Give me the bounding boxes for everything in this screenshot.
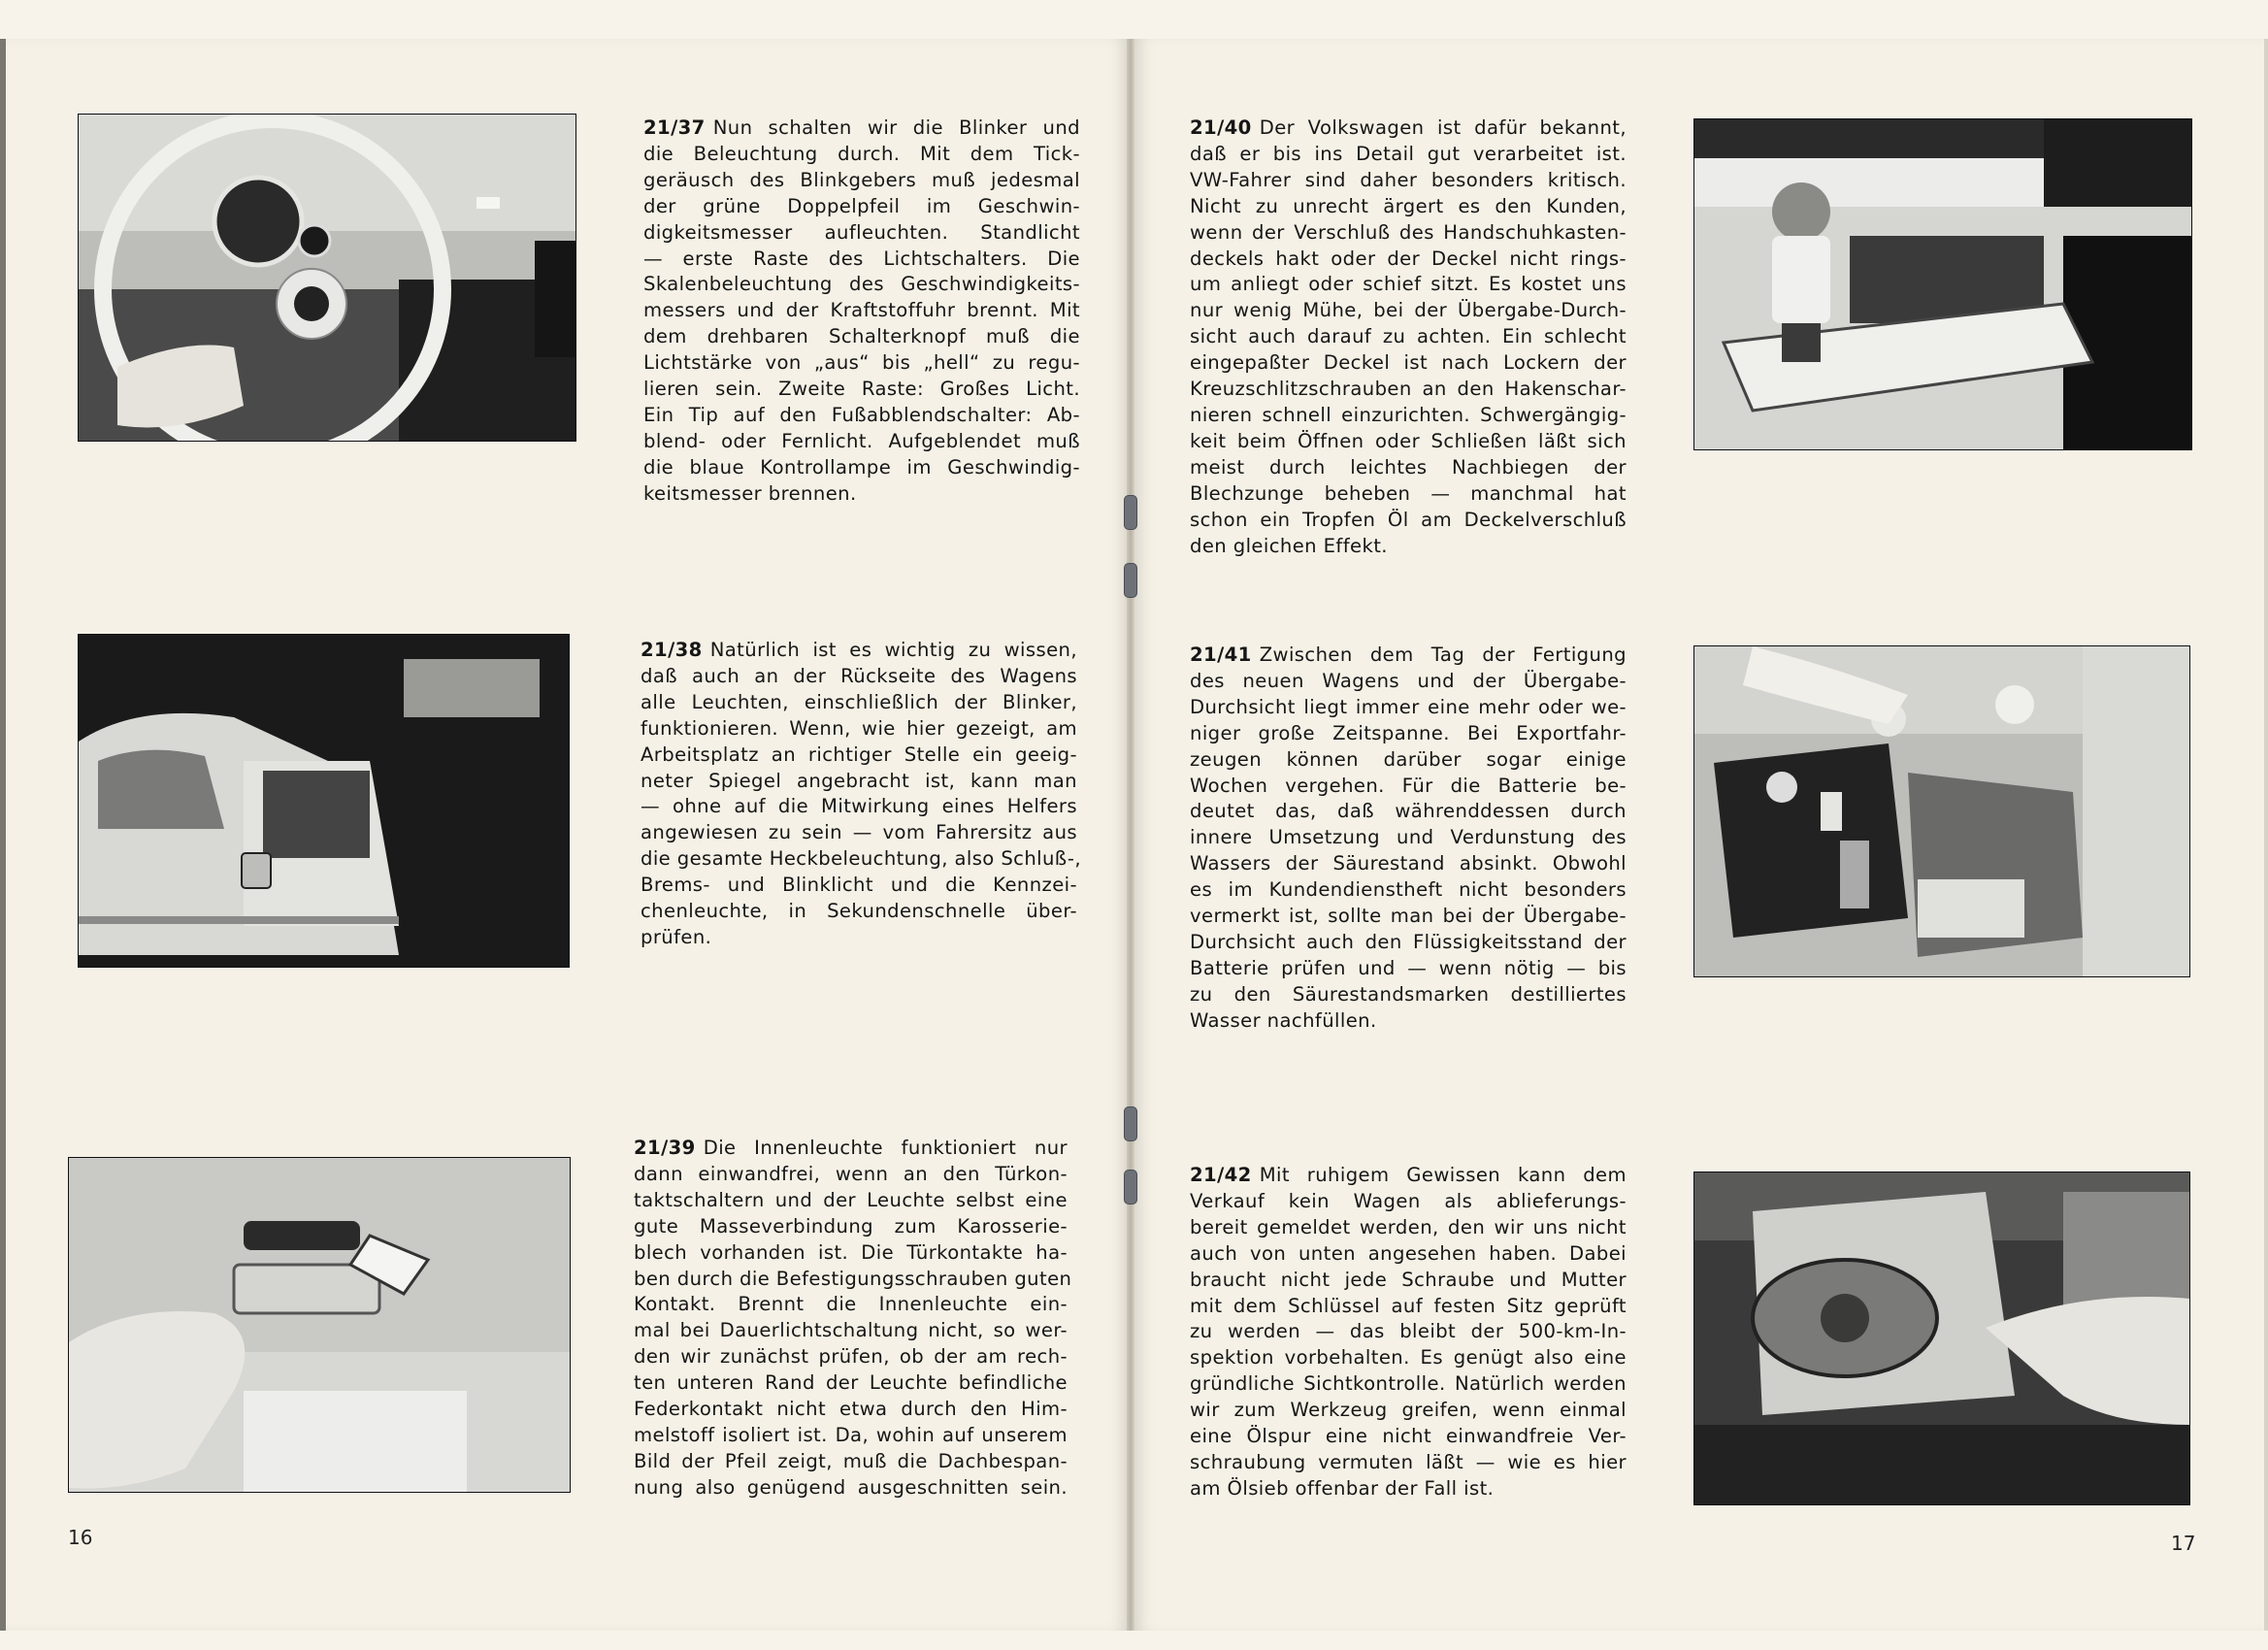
staple — [1124, 563, 1137, 598]
photo-car-door-mirror — [78, 634, 570, 968]
section-ref: 21/37 — [643, 116, 706, 139]
cover-edge-left — [0, 39, 6, 1631]
photo-glovebox — [1693, 118, 2192, 450]
photo-dashboard-steering-wheel — [78, 114, 576, 442]
page-number-left: 16 — [68, 1526, 93, 1549]
staple — [1124, 1106, 1137, 1141]
section-21-37-text: 21/37 Nun schalten wir die Blinker und die Beleuchtung durch. Mit dem Tick- geräusch des Blinkgebers muß jedesmal der grüne Doppelpfeil im Geschwin- digkeitsmesser aufleuchten. Standlicht — erste Raste des Lichtschalters. Die Skalenbeleuchtung des Geschwindigkeits- messers und der Kraftstoffuhr brennt. Mit dem drehbaren Schalterknopf muß die Lichtstärke von „aus“ bis „hell“ zu regu- lieren sein. Zweite Raste: Großes Licht. Ein Tip auf den Fußabblendschalter: Ab- blend- oder Fernlicht. Aufgeblendet muß die blaue Kontrollampe im Geschwindig- keitsmesser brennen. — [643, 116, 1080, 505]
photo-battery — [1693, 645, 2190, 977]
photo-engine-oil-strainer — [1693, 1172, 2190, 1505]
section-ref: 21/39 — [634, 1137, 696, 1159]
photo-interior-light — [68, 1157, 571, 1493]
staple — [1124, 1170, 1137, 1204]
section-21-39-text: 21/39 Die Innenleuchte funktioniert nur dann einwandfrei, wenn an den Türkon- taktschaltern und der Leuchte selbst eine gute Masseverbindung zum Karosserie- blech vorhanden ist. Die Türkontakte ha- ben durch die Befestigungsschrauben guten Kontakt. Brennt die Innenleuchte ein- mal bei Dauerlichtschaltung nicht, so wer- den wir zunächst prüfen, ob der am rech- ten unteren Rand der Leuchte befindliche Federkontakt nicht etwa durch den Him- melstoff isoliert ist. Da, wohin auf unserem Bild der Pfeil zeigt, muß die Dachbespan- nung also genügend ausgeschnitten sein. — [634, 1137, 1072, 1499]
section-21-38-text: 21/38 Natürlich ist es wichtig zu wissen, daß auch an der Rückseite des Wagens alle Leuchten, einschließlich der Blinker, funktionieren. Wenn, wie hier gezeigt, am Arbeitsplatz an richtiger Stelle ein geeig- neter Spiegel angebracht ist, kann man — ohne auf die Mitwirkung eines Helfers angewiesen zu sein — vom Fahrersitz aus die gesamte Heckbeleuchtung, also Schluß-, Brems- und Blinklicht und die Kennzei- chenleuchte, in Sekundenschnelle über- prüfen. — [641, 639, 1082, 948]
section-ref: 21/38 — [641, 639, 703, 661]
page-number-right: 17 — [2171, 1532, 2196, 1555]
binding-gutter — [1127, 39, 1134, 1631]
section-ref: 21/40 — [1190, 116, 1252, 139]
section-21-40-text: 21/40 Der Volkswagen ist dafür bekannt, daß er bis ins Detail gut verarbeitet ist. VW-Fahrer sind daher besonders kritisch. Nicht zu unrecht ärgert es den Kunden, wenn der Verschluß des Handschuhkasten- deckels hakt oder der Deckel nicht rings- um anliegt oder schief sitzt. Es kostet uns nur wenig Mühe, bei der Übergabe-Durch- sicht auch darauf zu achten. Ein schlecht eingepaßter Deckel ist nach Lockern der Kreuzschlitzschrauben an den Hakenschar- nieren schnell einzurichten. Schwergängig- keit beim Öffnen oder Schließen läßt sich meist durch leichtes Nachbiegen der Blechzunge beheben — manchmal hat schon ein Tropfen Öl am Deckelverschluß den gleichen Effekt. — [1190, 116, 1627, 557]
staple — [1124, 495, 1137, 530]
cover-edge-right — [2264, 39, 2268, 1631]
section-ref: 21/41 — [1190, 644, 1252, 666]
section-21-42-text: 21/42 Mit ruhigem Gewissen kann dem Verkauf kein Wagen als ablieferungs- bereit gemeldet werden, den wir uns nicht auch von unten angesehen haben. Dabei braucht nicht jede Schraube und Mutter mit dem Schlüssel auf festen Sitz geprüft zu werden — das bleibt der 500-km-In- spektion vorbehalten. Es genügt also eine gründliche Sichtkontrolle. Natürlich werden wir zum Werkzeug greifen, wenn einmal eine Ölspur eine nicht einwandfreie Ver- schraubung vermuten läßt — wie es hier am Ölsieb offenbar der Fall ist. — [1190, 1164, 1627, 1500]
section-ref: 21/42 — [1190, 1164, 1252, 1186]
section-21-41-text: 21/41 Zwischen dem Tag der Fertigung des neuen Wagens und der Übergabe- Durchsicht liegt immer eine mehr oder we- niger große Zeitspanne. Bei Exportfahr- zeugen können darüber sogar einige Wochen vergehen. Für die Batterie be- deutet das, daß währenddessen durch innere Umsetzung und Verdunstung des Wassers der Säurestand absinkt. Obwohl es im Kundendienstheft nicht besonders vermerkt ist, sollte man bei der Übergabe- Durchsicht auch den Flüssigkeitsstand der Batterie prüfen und — wenn nötig — bis zu den Säurestandsmarken destilliertes Wasser nachfüllen. — [1190, 644, 1627, 1032]
